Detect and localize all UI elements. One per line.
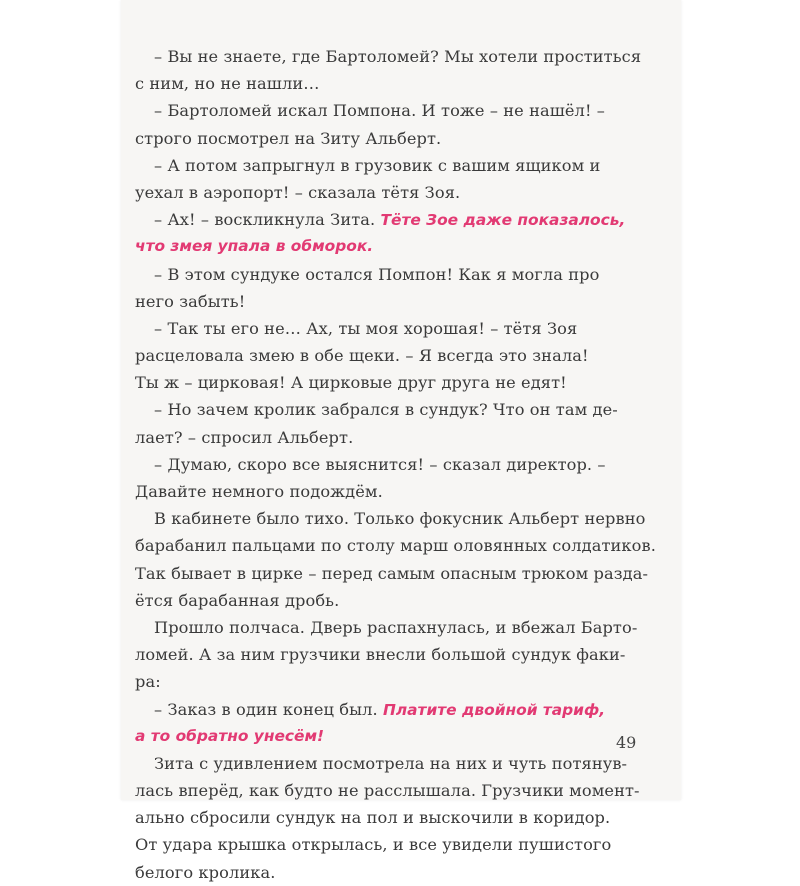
highlighted-text: что змея упала в обморок. xyxy=(135,237,374,256)
text-line: ра: xyxy=(135,672,161,692)
text-line: От удара крышка открылась, и все увидели пушистого xyxy=(135,835,612,855)
text-line: уехал в аэропорт! – сказала тётя Зоя. xyxy=(135,182,461,202)
text-line: – Так ты его не… Ах, ты моя хорошая! – тётя Зоя xyxy=(154,318,578,338)
text-line: с ним, но не нашли… xyxy=(135,74,320,94)
text-line: – Думаю, скоро все выяснится! – сказал директор. – xyxy=(154,454,606,474)
text-line: Так бывает в цирке – перед самым опасным трюком разда- xyxy=(135,563,649,583)
text-line: белого кролика. xyxy=(135,862,276,882)
text-line: ально сбросили сундук на пол и выскочили в коридор. xyxy=(135,808,611,828)
text-line: него забыть! xyxy=(135,291,246,311)
text-line: Зита с удивлением посмотрела на них и чуть потянув- xyxy=(154,753,628,773)
text-line xyxy=(135,206,635,233)
page-number: 49 xyxy=(616,733,637,752)
text-line: Ты ж – цирковая! А цирковые друг друга не едят! xyxy=(135,373,567,393)
text-line: барабанил пальцами по столу марш оловянных солдатиков. xyxy=(135,536,656,556)
text-line: Прошло полчаса. Дверь распахнулась, и вбежал Барто- xyxy=(154,617,638,637)
text-line: – В этом сундуке остался Помпон! Как я могла про xyxy=(154,264,600,284)
text-line xyxy=(135,696,635,723)
text-line: ётся барабанная дробь. xyxy=(135,590,340,610)
highlighted-text: Тёте Зое даже показалось, xyxy=(380,211,626,230)
text-line: – Вы не знаете, где Бартоломей? Мы хотели проститься xyxy=(154,47,642,66)
text-line: – Бартоломей искал Помпона. И тоже – не нашёл! – xyxy=(154,101,605,121)
text-line: строго посмотрел на Зиту Альберт. xyxy=(135,128,442,148)
text-line: лает? – спросил Альберт. xyxy=(135,427,354,447)
highlighted-text: Платите двойной тариф, xyxy=(383,700,606,719)
text-line: – Но зачем кролик забрался в сундук? Что он там де- xyxy=(154,400,618,420)
text-segment: – Ах! – воскликнула Зита. xyxy=(154,210,381,230)
text-line: лась вперёд, как будто не расслышала. Грузчики момент- xyxy=(135,781,640,801)
text-line: – А потом запрыгнул в грузовик с вашим ящиком и xyxy=(154,155,601,175)
page-text xyxy=(135,43,656,886)
text-segment: – Заказ в один конец был. xyxy=(154,699,384,719)
text-line: ломей. А за ним грузчики внесли большой сундук факи- xyxy=(135,645,626,665)
text-line: расцеловала змею в обе щеки. – Я всегда это знала! xyxy=(135,346,589,366)
highlighted-text: а то обратно унесём! xyxy=(135,726,325,745)
text-line: В кабинете было тихо. Только фокусник Альберт нервно xyxy=(154,509,646,529)
text-line: Давайте немного подождём. xyxy=(135,482,383,501)
